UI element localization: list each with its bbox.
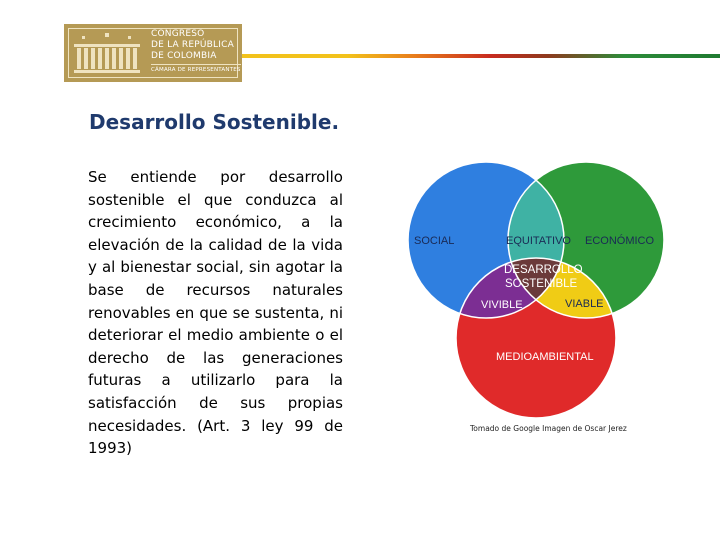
sustainable-development-venn-diagram [408, 158, 666, 420]
image-caption: Tomado de Google Imagen de Oscar Jerez [470, 424, 627, 433]
congress-logo [64, 24, 242, 82]
header-color-stripe [242, 54, 720, 58]
logo-subline: CÁMARA DE REPRESENTANTES [151, 64, 241, 74]
label-viable: VIABLE [565, 298, 604, 310]
label-economico: ECONÓMICO [585, 235, 655, 247]
logo-line-2: DE LA REPÚBLICA [151, 40, 234, 50]
definition-paragraph: Se entiende por desarrollo sostenible el que conduzca al crecimiento económico, a la elevación de la calidad de la vida y al bienestar social, sin agotar la base de recursos naturales renovables en que se sustenta, ni deteriorar el medio ambiente o el derecho de las generaciones futuras a utilizarlo para la satisfacción de sus propias necesidades. (Art. 3 ley 99 de 1993) [88, 168, 343, 458]
capitol-emblem-icon [72, 30, 142, 76]
logo-text [151, 29, 241, 74]
slide-title: Desarrollo Sostenible. [89, 110, 340, 134]
label-sostenible: SOSTENIBLE [505, 278, 578, 290]
logo-line-3: DE COLOMBIA [151, 51, 217, 61]
label-vivible: VIVIBLE [481, 299, 523, 311]
label-social: SOCIAL [414, 235, 455, 247]
label-desarrollo: DESARROLLO [504, 264, 583, 276]
logo-line-1: CONGRESO [151, 29, 205, 39]
label-equitativo: EQUITATIVO [506, 235, 571, 247]
label-medioambiental: MEDIOAMBIENTAL [496, 351, 594, 363]
